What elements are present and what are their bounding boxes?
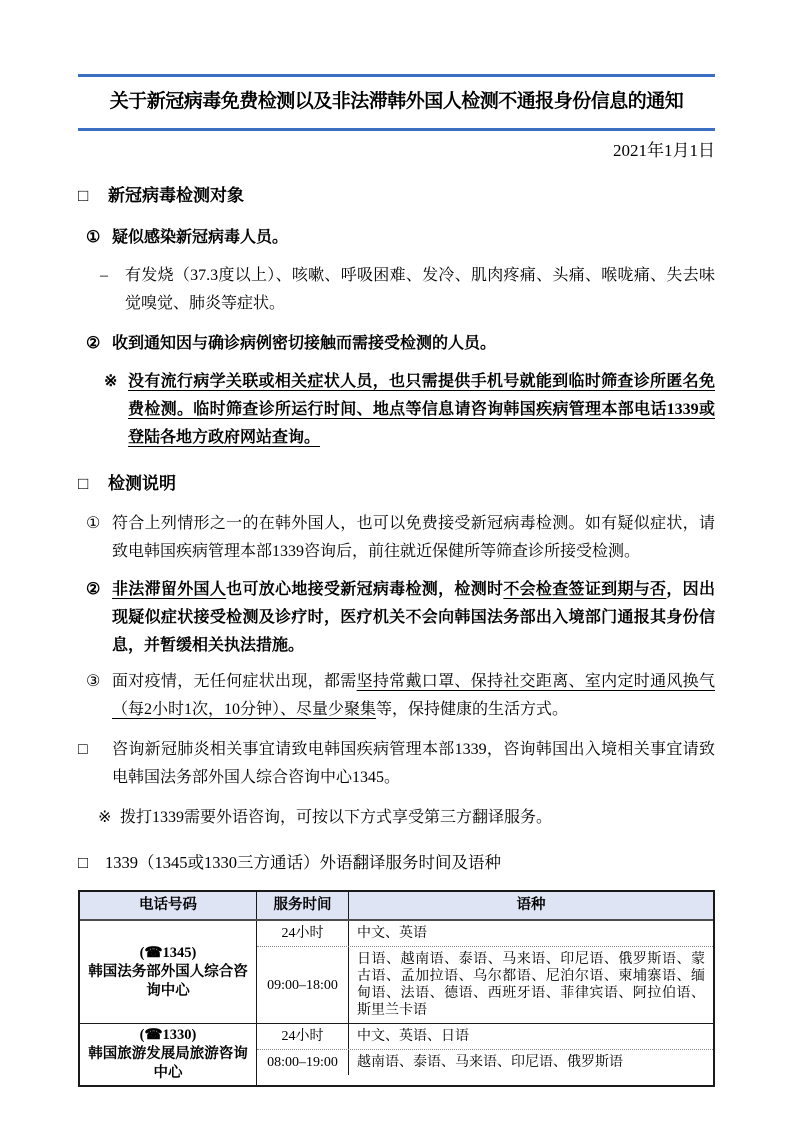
note-text: 没有流行病学关联或相关症状人员，也只需提供手机号就能到临时筛查诊所匿名免费检测。临时筛查诊所运行时间、地点等信息请咨询韩国疾病管理本部电话1339或登陆各地方政府网站查询。 bbox=[128, 373, 715, 446]
underlined-phrase: 非法滞留外国人 bbox=[112, 581, 227, 598]
service-sub-row bbox=[257, 1049, 713, 1075]
service-languages: 中文、英语、日语 bbox=[357, 1029, 469, 1044]
explain-item-3 bbox=[78, 668, 715, 724]
top-rule bbox=[78, 74, 715, 77]
list-item-text: 疑似感染新冠病毒人员。 bbox=[112, 229, 289, 246]
section-heading-targets bbox=[78, 184, 715, 208]
column-header-hours: 服务时间 bbox=[257, 892, 349, 919]
service-languages: 越南语、泰语、马来语、印尼语、俄罗斯语 bbox=[357, 1055, 623, 1070]
service-sub-row bbox=[257, 921, 713, 946]
service-time: 24小时 bbox=[257, 1024, 349, 1049]
organization-name: 韩国法务部外国人综合咨询中心 bbox=[88, 963, 248, 999]
phone-number: (☎1345) bbox=[139, 944, 197, 961]
service-cells bbox=[257, 1024, 713, 1085]
plain-phrase: 也可放心地接受新冠病毒检测，检测时 bbox=[226, 581, 504, 598]
explain-item-text bbox=[112, 576, 715, 660]
underlined-phrase: 坚持常戴口罩、保持社交距离、室内定时通风换气（每2小时1次，10分钟）、尽量少聚集 bbox=[112, 673, 715, 718]
checkbox-marker: □ bbox=[78, 186, 89, 205]
explain-item-text bbox=[112, 668, 715, 724]
phone-number: (☎1330) bbox=[139, 1027, 197, 1043]
translation-note-text: 拨打1339需要外语咨询，可按以下方式享受第三方翻译服务。 bbox=[120, 809, 553, 826]
list-item-text: 收到通知因与确诊病例密切接触而需接受检测的人员。 bbox=[112, 335, 497, 352]
title-rule bbox=[78, 128, 715, 131]
table-section-heading bbox=[78, 850, 715, 876]
service-time: 24小时 bbox=[257, 921, 349, 946]
column-header-phone: 电话号码 bbox=[80, 892, 257, 919]
list-subitem-symptoms bbox=[78, 262, 715, 318]
checkbox-marker: □ bbox=[78, 474, 89, 493]
translation-service-table bbox=[78, 890, 715, 1087]
plain-phrase: ，因出现疑似症状接受检测及诊疗时，医疗机关不会向韩国法务部出入境部门通报其身份信息，并暂缓相关执法措施。 bbox=[112, 581, 715, 654]
list-item-1 bbox=[78, 224, 715, 252]
plain-phrase: 等，保持健康的生活方式。 bbox=[376, 701, 569, 718]
explain-item-text: 符合上列情形之一的在韩外国人，也可以免费接受新冠病毒检测。如有疑似症状，请致电韩国疾病管理本部1339咨询后，前往就近保健所等筛查诊所接受检测。 bbox=[112, 515, 715, 560]
table-row bbox=[80, 921, 713, 1023]
column-header-languages: 语种 bbox=[516, 897, 546, 913]
plain-phrase: 面对疫情，无任何症状出现，都需 bbox=[112, 673, 357, 690]
checkbox-marker: □ bbox=[78, 741, 88, 758]
checkbox-marker: □ bbox=[78, 853, 88, 872]
circled-number-3: ③ bbox=[86, 673, 101, 690]
service-sub-row bbox=[257, 1024, 713, 1049]
phone-org-cell bbox=[80, 1024, 257, 1085]
service-languages: 日语、越南语、泰语、马来语、印尼语、俄罗斯语、蒙古语、孟加拉语、乌尔都语、尼泊尔语、柬埔寨语、缅甸语、法语、德语、西班牙语、菲律宾语、阿拉伯语、斯里兰卡语 bbox=[357, 952, 705, 1018]
circled-number-1: ① bbox=[86, 515, 101, 532]
section-heading-text: 检测说明 bbox=[108, 474, 176, 493]
service-cells bbox=[257, 921, 713, 1023]
service-time: 08:00–19:00 bbox=[257, 1050, 349, 1075]
organization-name: 韩国旅游发展局旅游咨询中心 bbox=[88, 1046, 248, 1081]
table-header-row bbox=[80, 892, 713, 921]
phone-org-cell bbox=[80, 921, 257, 1023]
underlined-phrase: 不会检查签证到期与否 bbox=[503, 581, 667, 598]
dash-marker: – bbox=[100, 267, 108, 284]
circled-number-2: ② bbox=[86, 335, 101, 352]
list-item-2 bbox=[78, 330, 715, 358]
service-languages: 中文、英语 bbox=[357, 926, 427, 941]
explain-item-1 bbox=[78, 510, 715, 566]
list-subitem-text: 有发烧（37.3度以上）、咳嗽、呼吸困难、发冷、肌肉疼痛、头痛、喉咙痛、失去味觉嗅觉、肺炎等症状。 bbox=[125, 267, 715, 312]
section-heading-text: 新冠病毒检测对象 bbox=[108, 186, 244, 205]
document-date: 2021年1月1日 bbox=[613, 141, 715, 160]
table-row bbox=[80, 1023, 713, 1085]
reference-marker: ※ bbox=[98, 809, 112, 826]
contact-text: 咨询新冠肺炎相关事宜请致电韩国疾病管理本部1339，咨询韩国出入境相关事宜请致电韩国法务部外国人综合咨询中心1345。 bbox=[112, 741, 715, 786]
anonymous-test-note bbox=[78, 368, 715, 452]
section-heading-explain bbox=[78, 472, 715, 496]
table-section-heading-text: 1339（1345或1330三方通话）外语翻译服务时间及语种 bbox=[105, 853, 501, 872]
page-title: 关于新冠病毒免费检测以及非法滞韩外国人检测不通报身份信息的通知 bbox=[109, 91, 684, 112]
translation-note bbox=[78, 804, 715, 832]
explain-item-2 bbox=[78, 576, 715, 660]
circled-number-2: ② bbox=[86, 581, 101, 598]
contact-info bbox=[78, 736, 715, 792]
service-sub-row bbox=[257, 946, 713, 1023]
circled-number-1: ① bbox=[86, 229, 101, 246]
reference-marker: ※ bbox=[104, 373, 118, 390]
service-time: 09:00–18:00 bbox=[257, 947, 349, 1023]
